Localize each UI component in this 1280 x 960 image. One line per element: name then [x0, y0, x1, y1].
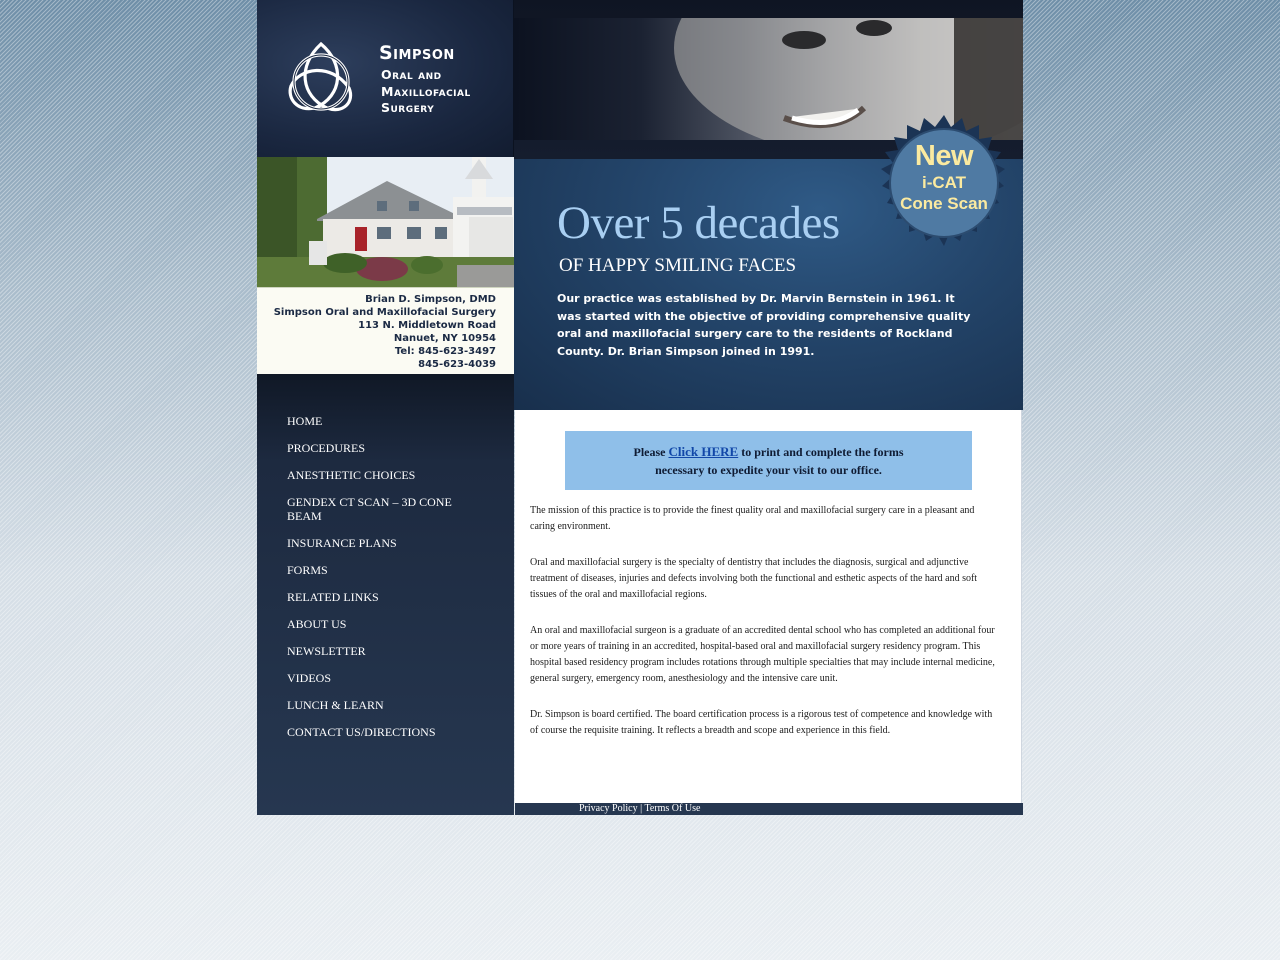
- address-line-phone: Tel: 845-623-3497: [394, 346, 496, 357]
- badge-icat-label: i-CAT: [921, 173, 967, 192]
- body-paragraph-certification: Dr. Simpson is board certified. The board certification process is a rigorous test of competence and knowledge with of course the requisite training. It reflects a breadth and scope and experience in this field.: [530, 709, 993, 736]
- badge-text: [871, 140, 1017, 214]
- nav-item-newsletter[interactable]: NEWSLETTER: [287, 644, 366, 658]
- nav-item-gendex-ct-scan[interactable]: GENDEX CT SCAN – 3D CONE BEAM: [287, 495, 452, 523]
- hero-subtitle: OF HAPPY SMILING FACES: [559, 255, 797, 276]
- badge-cone-scan-label: Cone Scan: [900, 194, 988, 213]
- address-line-street: 113 N. Middletown Road: [358, 320, 496, 331]
- nav-item-lunch-learn[interactable]: LUNCH & LEARN: [287, 698, 384, 712]
- forms-notice-prefix: Please: [633, 445, 669, 459]
- logo-area[interactable]: [257, 0, 514, 157]
- body-paragraph-specialty: Oral and maxillofacial surgery is the specialty of dentistry that includes the diagnosis, surgical and adjunctive treatment of diseases, injuries and defects involving both the functional and esthetic aspects of the hard and soft tissues of the oral and maxillofacial regions.: [530, 557, 978, 600]
- nav-item-related-links[interactable]: RELATED LINKS: [287, 590, 379, 604]
- forms-notice-suffix: to print and complete the forms: [738, 445, 904, 459]
- nav-item-insurance-plans[interactable]: INSURANCE PLANS: [287, 536, 397, 550]
- badge-new-label: New: [914, 140, 974, 172]
- terms-of-use-link[interactable]: Terms Of Use: [644, 803, 701, 814]
- left-column: [257, 0, 514, 815]
- address-line-practice: Simpson Oral and Maxillofacial Surgery: [273, 307, 496, 318]
- address-line-doctor: Brian D. Simpson, DMD: [365, 294, 496, 305]
- forms-notice: [565, 431, 972, 490]
- forms-click-here-link[interactable]: Click HERE: [668, 444, 739, 459]
- footer: [515, 803, 1023, 815]
- nav-item-home[interactable]: HOME: [287, 414, 323, 428]
- logo-subtitle-line2: Maxillofacial: [381, 84, 471, 99]
- nav-item-about-us[interactable]: ABOUT US: [287, 617, 347, 631]
- nav-item-videos[interactable]: VIDEOS: [287, 671, 331, 685]
- main-content: [515, 410, 1022, 803]
- logo-title: Simpson: [379, 42, 455, 64]
- logo-subtitle-line1: Oral and: [381, 67, 442, 82]
- address-line-city: Nanuet, NY 10954: [393, 333, 496, 344]
- body-paragraph-surgeon: An oral and maxillofacial surgeon is a graduate of an accredited dental school who has completed an additional four or more years of training in an accredited, hospital-based oral and maxillofacial surgery residency program. This hospital based residency program includes rotations through multiple specialties that may include internal medicine, general surgery, emergency room, anesthesiology and the intensive care unit.: [530, 625, 995, 684]
- hero-title: Over 5 decades: [557, 197, 840, 249]
- office-building-illustration: [257, 157, 514, 287]
- address-line-phone2: 845-623-4039: [418, 359, 496, 370]
- forms-notice-line2: necessary to expedite your visit to our office.: [655, 463, 882, 477]
- office-building-photo: [257, 157, 514, 287]
- body-paragraph-mission: The mission of this practice is to provide the finest quality oral and maxillofacial surgery care in a pleasant and caring environment.: [530, 505, 975, 532]
- nav-item-forms[interactable]: FORMS: [287, 563, 328, 577]
- contact-address: [257, 287, 514, 374]
- trinity-knot-logo-icon: [279, 38, 363, 120]
- privacy-policy-link[interactable]: Privacy Policy: [579, 803, 638, 814]
- nav-item-procedures[interactable]: PROCEDURES: [287, 441, 366, 455]
- footer-links: [579, 803, 700, 815]
- nav-item-anesthetic-choices[interactable]: ANESTHETIC CHOICES: [287, 468, 416, 482]
- page-wrapper: [257, 0, 1023, 815]
- main-navigation: [257, 374, 514, 815]
- nav-item-contact-us[interactable]: CONTACT US/DIRECTIONS: [287, 725, 436, 739]
- body-text: [530, 503, 1000, 759]
- hero-description: Our practice was established by Dr. Marvin Bernstein in 1961. It was started with the objective of providing comprehensive quality oral and maxillofacial surgery care to the residents of Rockland County. Dr. Brian Simpson joined in 1991.: [557, 292, 971, 358]
- logo-subtitle-line3: Surgery: [381, 100, 435, 115]
- footer-separator: |: [640, 803, 643, 814]
